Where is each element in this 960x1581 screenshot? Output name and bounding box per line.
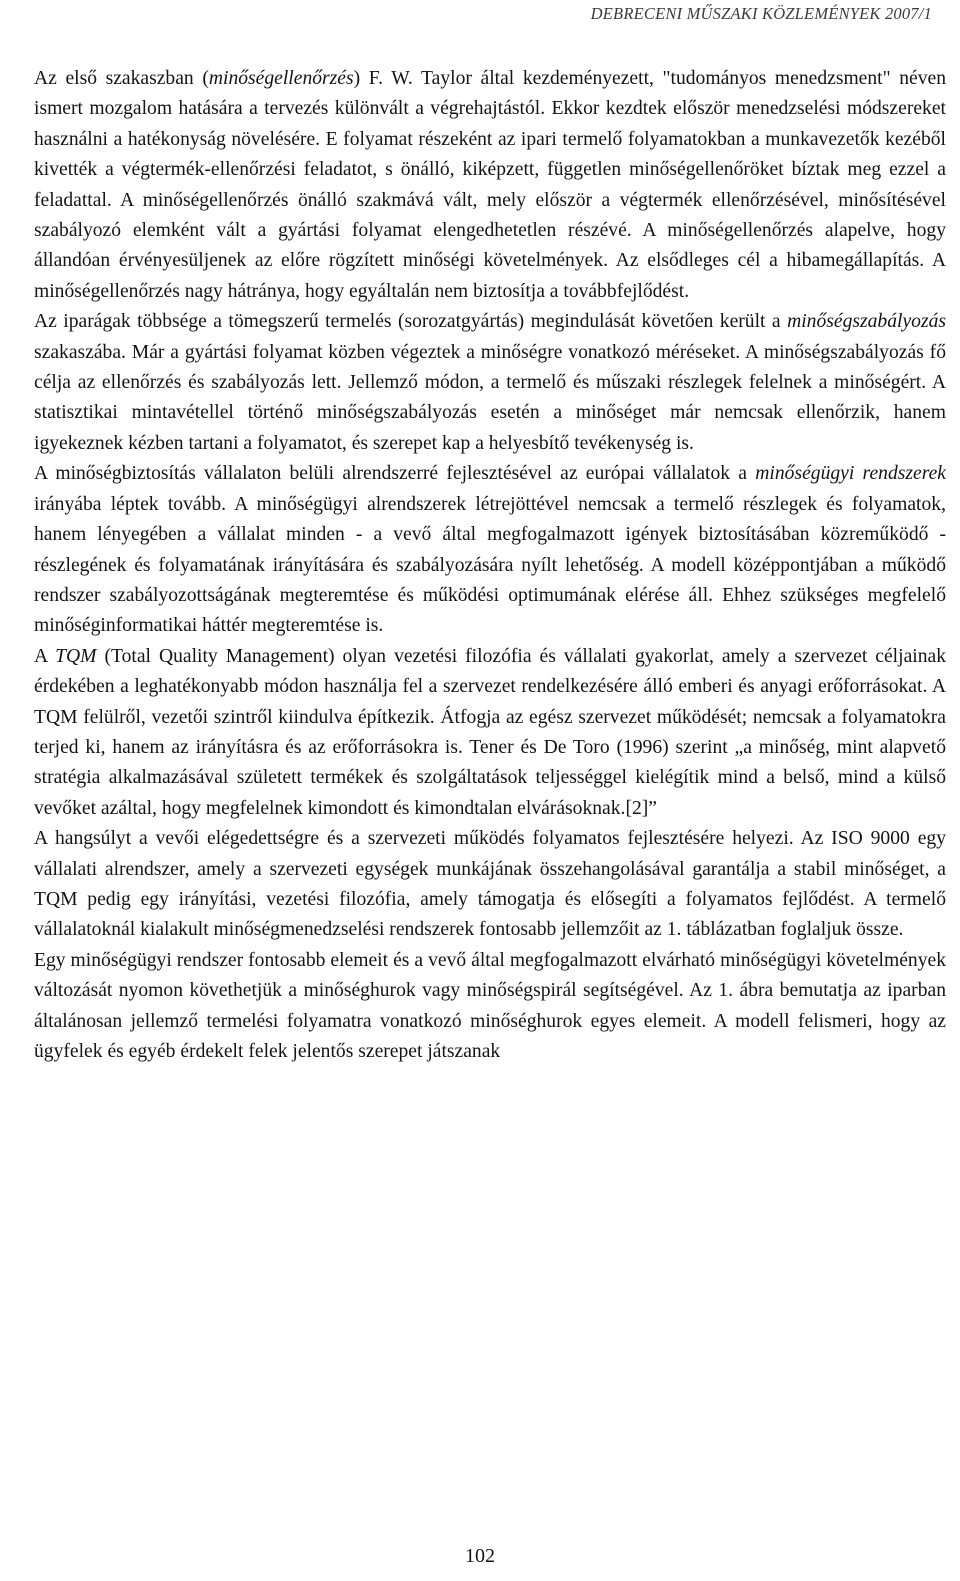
running-header: DEBRECENI MŰSZAKI KÖZLEMÉNYEK 2007/1 bbox=[590, 4, 932, 23]
paragraph-text: Az első szakaszban ( bbox=[34, 68, 209, 89]
emphasis-term: TQM bbox=[55, 645, 97, 667]
emphasis-term: minőségügyi rendszerek bbox=[755, 463, 946, 485]
paragraph-text: Egy minőségügyi rendszer fontosabb elemeit és a vevő által megfogalmazott elvárható minőségügyi követelmények változását nyomon követhetjük a minőséghurok vagy minőségspirál segítségével. Az 1. ábra bemutatja az iparban általánosan jellemző termelési folyamatra vonatkozó minőséghurok egyes elemeit. A modell felismeri, hogy az ügyfelek és egyéb érdekelt felek jelentős szerepet játszanak bbox=[34, 949, 946, 1062]
page-number: 102 bbox=[465, 1545, 495, 1567]
paragraph-quality-systems bbox=[34, 459, 946, 641]
paragraph-text: ) F. W. Taylor által kezdeményezett, "tudományos menedzsment" néven ismert mozgalom hatására a tervezés különvált a végrehajtástól. Ekkor kezdtek először menedzselési módszereket használni a hatékonyság növelésére. E folyamat részeként az ipari termelő folyamatokban a munkavezetők kezéből kivették a végtermék-ellenőrzési feladatot, s önálló, kiképzett, független minőségellenőröket bíztak meg ezzel a feladattal. A minőségellenőrzés önálló szakmává vált, mely először a végtermék ellenőrzésével, minősítésével szabályozó elemként vált a gyártási folyamat elengedhetetlen részévé. A minőségellenőrzés alapelve, hogy állandóan érvényesüljenek az előre rögzített minőségi követelmények. Az elsődleges cél a hibamegállapítás. A minőségellenőrzés nagy hátránya, hogy egyáltalán nem biztosítja a továbbfejlődést. bbox=[34, 68, 946, 302]
emphasis-term: minőségszabályozás bbox=[787, 311, 946, 333]
paragraph-text: irányába léptek tovább. A minőségügyi alrendszerek létrejöttével nemcsak a termelő részlegek és folyamatok, hanem lényegében a vállalat minden - a vevő által megfogalmazott igények biztosításában közreműködő - részlegének és folyamatának irányítására és szabályozására nyílt lehetőség. A modell középpontjában a működő rendszer szabályozottságának megteremtése és működési optimumának elérése áll. Ehhez szükséges megfelelő minőséginformatikai háttér megteremtése is. bbox=[34, 493, 946, 637]
paragraph-quality-control bbox=[34, 307, 946, 459]
paragraph-quality-loop bbox=[34, 946, 946, 1068]
paragraph-customer-focus bbox=[34, 824, 946, 946]
paragraph-text: A hangsúlyt a vevői elégedettségre és a szervezeti működés folyamatos fejlesztésére helyezi. Az ISO 9000 egy vállalati alrendszer, amely a szervezeti egységek munkájának összehangolásával garantálja a stabil minőséget, a TQM pedig egy irányítási, vezetési filozófia, amely támogatja és elősegíti a folyamatos fejlődést. A termelő vállalatoknál kialakult minőségmenedzselési rendszerek fontosabb jellemzőit az 1. táblázatban foglaljuk össze. bbox=[34, 828, 946, 941]
paragraph-text: szakaszába. Már a gyártási folyamat közben végeztek a minőségre vonatkozó méréseket. A minőségszabályozás fő célja az ellenőrzés és szabályozás lett. Jellemző módon, a termelő és műszaki részlegek felelnek a minőségért. A statisztikai mintavétellel történő minőségszabályozás esetén a minőséget már nemcsak ellenőrzik, hanem igyekeznek kézben tartani a folyamatot, és szerepet kap a helyesbítő tevékenység is. bbox=[34, 341, 946, 454]
paragraph-tqm bbox=[34, 642, 946, 824]
paragraph-text: (Total Quality Management) olyan vezetési filozófia és vállalati gyakorlat, amely a szervezet céljainak érdekében a leghatékonyabb módon használja fel a szervezet rendelkezésére álló emberi és anyagi erőforrásokat. A TQM felülről, vezetői szintről kiindulva építkezik. Átfogja az egész szervezet működését; nemcsak a folyamatokra terjed ki, hanem az irányításra és az erőforrásokra is. Tener és De Toro (1996) szerint „a minőség, mint alapvető stratégia alkalmazásával született termékek és szolgáltatások teljességgel kielégítik mind a belső, mind a külső vevőket azáltal, hogy megfelelnek kimondott és kimondtalan elvárásoknak.[2]” bbox=[34, 645, 946, 819]
emphasis-term: minőségellenőrzés bbox=[208, 68, 354, 89]
paragraph-text: A minőségbiztosítás vállalaton belüli alrendszerré fejlesztésével az európai vállalatok a bbox=[34, 463, 756, 485]
paragraph-text: A bbox=[34, 645, 56, 667]
article-body bbox=[34, 64, 946, 1067]
paragraph-quality-inspection bbox=[34, 64, 946, 307]
paragraph-text: Az iparágak többsége a tömegszerű termelés (sorozatgyártás) megindulását követően került a bbox=[34, 311, 788, 333]
